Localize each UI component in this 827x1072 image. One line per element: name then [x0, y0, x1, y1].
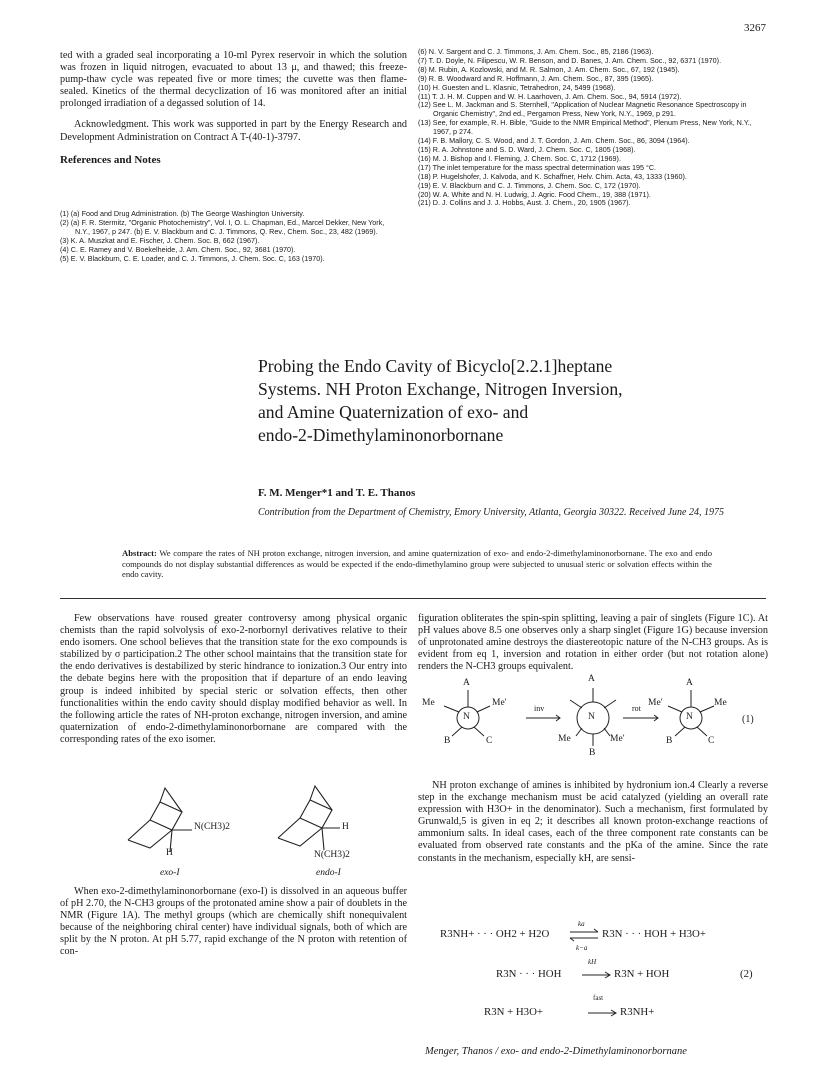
body-left-paragraph-2 [60, 886, 407, 959]
eq1-N-right: N [686, 712, 693, 722]
reference-item: (6) N. V. Sargent and C. J. Timmons, J. Am. Chem. Soc., 85, 2186 (1963). [418, 47, 654, 56]
reference-item: (1) (a) Food and Drug Administration. (b) The George Washington University. [60, 209, 305, 218]
reference-item: (18) P. Hugelshofer, J. Kalvoda, and K. Schaffner, Helv. Chim. Acta, 43, 1333 (1960). [418, 171, 687, 181]
reference-item: (7) T. D. Doyle, N. Filipescu, W. R. Benson, and D. Banes, J. Am. Chem. Soc., 92, 6371 (1970). [418, 55, 722, 65]
eq2-number: (2) [740, 968, 753, 980]
title-line: endo-2-Dimethylaminonorbornane [258, 425, 504, 445]
exo-label: exo-I [160, 868, 180, 878]
reference-item: (3) K. A. Muszkat and E. Fischer, J. Chem. Soc. B, 662 (1967). [60, 235, 260, 245]
eq1-A-right: A [686, 678, 693, 688]
reference-item: (4) C. E. Ramey and V. Boekelheide, J. Am. Chem. Soc., 92, 3681 (1970). [60, 244, 296, 254]
exo-hydrogen: H [166, 848, 173, 858]
eq2-line1-left: R3NH+ · · · OH2 + H2O [440, 928, 550, 940]
eq2-arrow-2 [580, 970, 612, 980]
reference-item: (19) E. V. Blackburn and C. J. Timmons, J. Chem. Soc. C, 172 (1970). [418, 180, 641, 190]
references-left [60, 210, 385, 263]
eq2-kma: k−a [576, 944, 588, 952]
equation-1 [418, 674, 768, 762]
eq1-B-mid: B [589, 748, 596, 758]
body-paragraph: When exo-2-dimethylaminonorbornane (exo-I) is dissolved in an aqueous buffer of pH 2.70, the N-CH3 groups of the protonated amine show a pair of doublets in the NMR (Figure 1A). The methyl groups (which are chemically shift nonequivalent because of the neighboring chiral center) have individual signals, both of which are split by the N proton. At pH 5.77, rapid exchange of the N proton with retention of con- [60, 886, 407, 958]
eq1-rot: rot [632, 704, 641, 713]
title-line: Systems. NH Proton Exchange, Nitrogen Inversion, [258, 379, 623, 399]
eq2-line2-left: R3N · · · HOH [496, 968, 562, 980]
eq1-C-left: C [486, 736, 493, 746]
reference-item: (8) M. Rubin, A. Kozlowski, and M. R. Salmon, J. Am. Chem. Soc., 67, 192 (1945). [418, 64, 680, 74]
eq1-number: (1) [742, 714, 754, 725]
references-heading: References and Notes [60, 153, 161, 166]
body-right-paragraph-1 [418, 613, 768, 673]
eq2-line3-left: R3N + H3O+ [484, 1006, 543, 1018]
body-left-paragraph-1 [60, 613, 407, 746]
reference-item: (10) H. Guesten and L. Klasnic, Tetrahedron, 24, 5499 (1968). [418, 82, 616, 92]
reference-item: (16) M. J. Bishop and I. Fleming, J. Chem. Soc. C, 1712 (1969). [418, 153, 621, 163]
reference-item: (12) See L. M. Jackman and S. Sternhell, "Application of Nuclear Magnetic Resonance Spectroscopy in Organic Chemistry", 2nd ed., Pergamon Press, New York, N.Y., 1969, p 291. [418, 100, 747, 119]
eq2-line1-right: R3N · · · HOH + H3O+ [602, 928, 706, 940]
reference-item: (20) W. A. White and N. H. Ludwig, J. Agric. Food Chem., 19, 388 (1971). [418, 189, 651, 199]
experimental-paragraph: ted with a graded seal incorporating a 10-ml Pyrex reservoir in which the solution was frozen in liquid nitrogen, evacuated to about 13 μ, and thawed; this freeze-pump-thaw cycle was repeated five or more times; the cuvette was then flame-sealed. Kinetics of the thermal decyclization of 16 was monitored after an initial prolonged irradiation of a degassed solution of 14. [60, 50, 407, 110]
eq1-B-right: B [666, 736, 673, 746]
exo-substituent: N(CH3)2 [194, 822, 230, 832]
eq1-B-left: B [444, 736, 451, 746]
experimental-tail [60, 50, 407, 166]
eq1-Me2-mid: Me′ [610, 734, 625, 744]
eq1-Me-left: Me [422, 698, 435, 708]
reference-item: (11) T. J. H. M. Cuppen and W. H. Laarhoven, J. Am. Chem. Soc., 94, 5914 (1972). [418, 91, 682, 101]
eq1-inv: inv [534, 704, 545, 713]
eq1-Me2-right: Me′ [648, 698, 663, 708]
norbornane-structures [120, 780, 380, 880]
endo-hydrogen: H [342, 822, 349, 832]
reference-item: (21) D. J. Collins and J. J. Hobbs, Aust. J. Chem., 20, 1905 (1967). [418, 198, 631, 208]
body-paragraph: figuration obliterates the spin-spin splitting, leaving a pair of singlets (Figure 1C). At pH values above 8.5 one observes only a sharp singlet (Figure 1G) because inversion of unprotonated amine destroys the diastereotopic nature of the N-CH3 groups. As is evident from eq 1, inversion and rotation in either order (but not rotation alone) renders the N-CH3 groups equivalent. [418, 613, 768, 673]
eq2-kh: kH [588, 958, 597, 966]
affiliation: Contribution from the Department of Chemistry, Emory University, Atlanta, Georgia 30322. Received June 24, 1975 [258, 507, 724, 518]
eq2-ka: ka [578, 920, 585, 928]
equation-2 [440, 918, 770, 1028]
eq1-N-left: N [463, 712, 470, 722]
exo-structure-skeleton [128, 788, 192, 852]
acknowledgment: Acknowledgment. This work was supported in part by the Energy Research and Development Administration on Contract A T-(40-1)-3797. [60, 119, 407, 143]
endo-label: endo-I [316, 868, 341, 878]
eq1-Me-right: Me [714, 698, 727, 708]
abstract-label: Abstract: [122, 548, 157, 558]
reference-item: (15) R. A. Johnstone and S. D. Ward, J. Chem. Soc. C, 1805 (1968). [418, 144, 636, 154]
reference-item: (17) The inlet temperature for the mass spectral determination was 195 °C. [418, 162, 657, 172]
abstract-text: We compare the rates of NH proton exchange, nitrogen inversion, and amine quaternization of exo- and endo-2-dimethylaminonorbornane. The exo and endo compounds do not display substantial differences as would be expected if the endo-dimethylamino group were subjected to unusual steric or solvation effects within the endo cavity. [122, 548, 712, 580]
endo-structure-skeleton [278, 786, 340, 850]
page-number: 3267 [744, 22, 766, 34]
eq1-A-mid: A [588, 674, 595, 684]
eq1-A-left: A [463, 678, 470, 688]
eq2-arrow-3 [586, 1008, 618, 1018]
reference-item: (5) E. V. Blackburn, C. E. Loader, and C. J. Timmons, J. Chem. Soc. C, 163 (1970). [60, 253, 325, 263]
eq2-line2-right: R3N + HOH [614, 968, 670, 980]
body-paragraph: NH proton exchange of amines is inhibited by hydronium ion.4 Clearly a reverse step in the exchange mechanism must be acid catalyzed (yielding an overall rate expression with H3O+ in the denominator). Such a mechanism, first formulated by Grunwald,5 is given in eq 2; it describes all known proton-exchange reactions of ammonium salts. In ideal cases, each of the three component rate constants can be evaluated from observed rate constants and the pKa of the amine. Since the rate constants in the mechanism, especially kH, are sensi- [418, 780, 768, 864]
reference-item: (13) See, for example, R. H. Bible, "Guide to the NMR Empirical Method", Plenum Press, New York, N.Y., 1967, p 274. [418, 118, 752, 137]
reference-item: (14) F. B. Mallory, C. S. Wood, and J. T. Gordon, J. Am. Chem. Soc., 86, 3094 (1964). [418, 136, 690, 146]
eq1-N-mid: N [588, 712, 595, 722]
body-paragraph: Few observations have roused greater controversy among physical organic chemists than the rapid solvolysis of exo-2-norbornyl derivatives relative to their endo isomers. One school believes that the transition state for the exo compounds is stabilized by σ participation.2 The other school maintains that the transition state for the endo derivatives is destabilized by steric hindrance to ionization.3 Our entry into the debate begins here with the proposition that if departure of an endo leaving group is indeed inhibited by special steric or solvation effects, then other functionalities within the endo cavity should display modified behavior as well. In the following article the rates of NH-proton exchange, nitrogen inversion, and amine quaternization of endo-2-dimethylaminonorbornane are compared with the corresponding rates of the exo isomer. [60, 613, 407, 745]
title-line: Probing the Endo Cavity of Bicyclo[2.2.1]heptane [258, 356, 613, 376]
eq1-Me2-left: Me′ [492, 698, 507, 708]
article-title [258, 355, 778, 447]
body-right-paragraph-2 [418, 780, 768, 865]
eq1-Me-mid: Me [558, 734, 571, 744]
running-footer: Menger, Thanos / exo- and endo-2-Dimethylaminonorbornane [425, 1046, 687, 1057]
reference-item: (9) R. B. Woodward and R. Hoffmann, J. Am. Chem. Soc., 87, 395 (1965). [418, 73, 654, 83]
eq2-line3-right: R3NH+ [620, 1006, 655, 1018]
eq2-fast: fast [593, 994, 604, 1002]
abstract [122, 548, 712, 580]
reference-item: (2) (a) F. R. Stermitz, "Organic Photochemistry", Vol. I, O. L. Chapman, Ed., Marcel Dekker, New York, N.Y., 1967, p 247. (b) E. V. Blackburn and C. J. Timmons, Q. Rev., Chem. Soc., 23, 482 (1969). [60, 217, 385, 236]
title-line: and Amine Quaternization of exo- and [258, 402, 529, 422]
section-divider [60, 598, 766, 599]
eq1-C-right: C [708, 736, 715, 746]
references-right [418, 48, 768, 208]
endo-substituent: N(CH3)2 [314, 850, 350, 860]
authors: F. M. Menger*1 and T. E. Thanos [258, 487, 416, 499]
eq2-equilibrium-arrow [568, 928, 600, 942]
